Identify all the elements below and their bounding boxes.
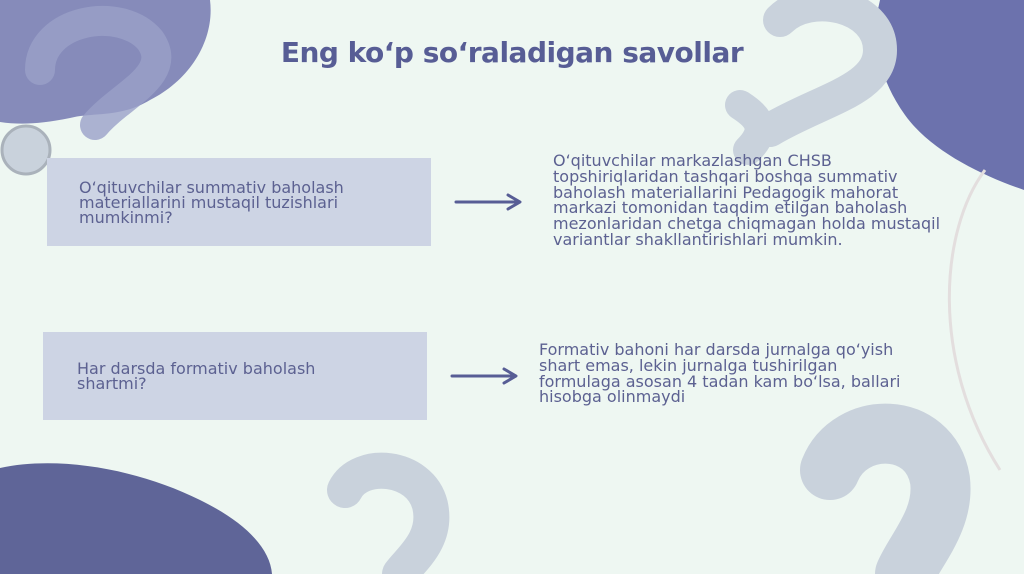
question-text: Har darsda formativ baholash shartmi? (77, 359, 316, 393)
question-mark-icon (345, 471, 431, 574)
slide-title: Eng ko‘p so‘raladigan savollar (280, 36, 744, 69)
question-mark-dot-icon (2, 126, 50, 174)
question-box (43, 332, 427, 420)
arrow-right-icon (454, 192, 524, 212)
question-box (47, 158, 431, 246)
answer-text: O‘qituvchilar markazlashgan CHSB topshiriqlaridan tashqari boshqa summativ baholash materiallarini Pedagogik mahorat markazi tomonidan taqdim etilgan baholash mezonlaridan chetga chiqmagan holda mustaqil variantlar shakllantirishlari mumkin. (553, 151, 941, 249)
arrow-right-icon (450, 366, 520, 386)
bottom-left-blob (0, 463, 272, 574)
question-text: O‘qituvchilar summativ baholash materiallarini mustaqil tuzishlari mumkinmi? (79, 177, 344, 227)
answer-text: Formativ bahoni har darsda jurnalga qo‘yish shart emas, lekin jurnalga tushirilgan formulaga asosan 4 tadan kam bo‘lsa, ballari hisobga olinmaydi (539, 340, 901, 407)
decorative-arc (949, 170, 1000, 470)
question-mark-icon (830, 434, 941, 574)
